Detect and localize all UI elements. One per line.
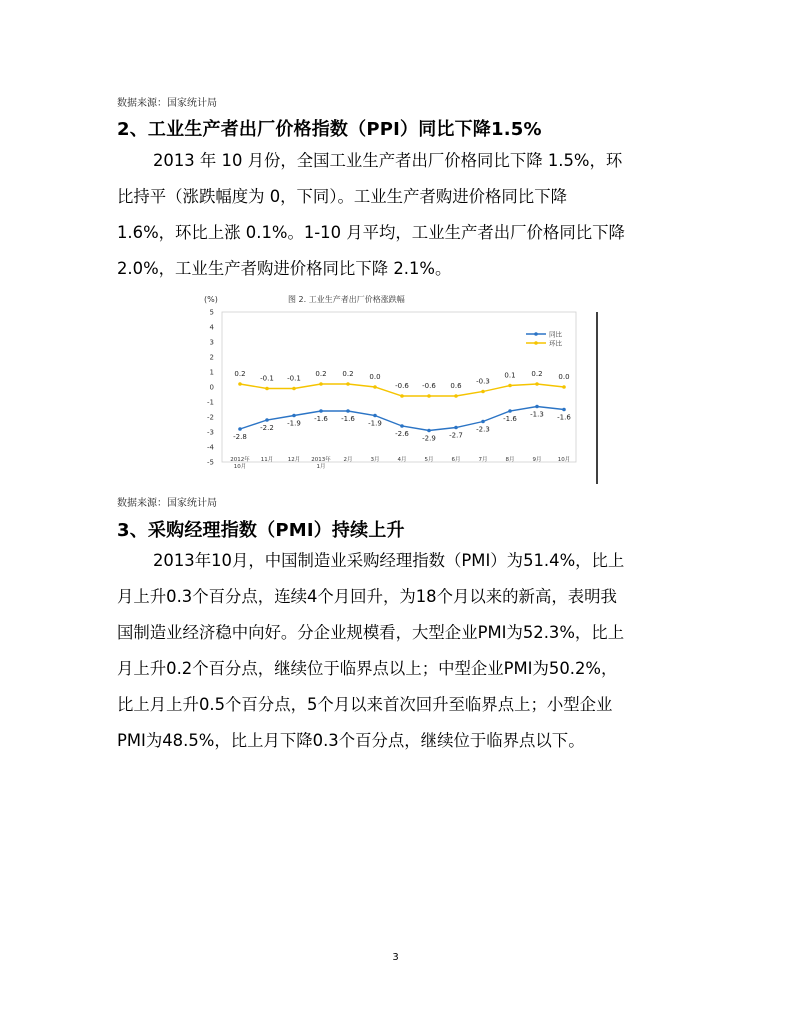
data-point (562, 385, 566, 389)
data-point (400, 394, 404, 398)
y-tick-label: 1 (209, 368, 214, 377)
paragraph-line: 国制造业经济稳中向好。分企业规模看，大型企业PMI为52.3%，比上 (117, 623, 625, 642)
chart-legend (526, 330, 563, 348)
x-tick-label: 9月 (532, 457, 542, 463)
data-point (481, 390, 485, 394)
x-axis (230, 455, 570, 470)
paragraph-line: 2013年10月，中国制造业采购经理指数（PMI）为51.4%，比上 (153, 551, 625, 570)
data-point (238, 427, 242, 431)
x-tick-label: 7月 (478, 457, 488, 463)
data-point (292, 387, 296, 391)
paragraph-line: 比持平（涨跌幅度为 0，下同）。工业生产者购进价格同比下降 (117, 187, 567, 206)
section-3-heading: 3、采购经理指数（PMI）持续上升 (117, 520, 405, 541)
data-label: -0.1 (287, 374, 301, 383)
data-label: -1.9 (368, 419, 382, 428)
data-label: -1.9 (287, 419, 301, 428)
data-label: -0.1 (260, 374, 274, 383)
data-point (535, 382, 539, 386)
data-point (346, 382, 350, 386)
x-tick-label: 3月 (370, 457, 380, 463)
legend-label: 同比 (549, 330, 562, 339)
data-point (508, 409, 512, 413)
data-label: -2.6 (395, 430, 409, 438)
data-label: -0.6 (422, 382, 436, 390)
y-tick-label: 4 (209, 323, 214, 332)
legend-label: 环比 (549, 339, 562, 348)
x-tick-label: 12月 (287, 457, 301, 463)
y-axis (207, 309, 215, 467)
data-point (238, 382, 242, 386)
data-source-note: 数据来源：国家统计局 (117, 498, 217, 509)
data-point (319, 409, 323, 413)
x-tick-label: 10月 (557, 457, 571, 463)
section-3-paragraph (117, 543, 682, 759)
paragraph-line: 1.6%，环比上涨 0.1%。1-10 月平均，工业生产者出厂价格同比下降 (117, 223, 625, 242)
section-2-paragraph (117, 143, 682, 287)
data-point (535, 405, 539, 409)
paragraph-line: 2013 年 10 月份，全国工业生产者出厂价格同比下降 1.5%，环 (153, 151, 623, 170)
x-tick-label: 2月 (343, 457, 353, 463)
paragraph-line: 月上升0.3个百分点，连续4个月回升，为18个月以来的新高，表明我 (117, 587, 617, 606)
section-2-heading: 2、工业生产者出厂价格指数（PPI）同比下降1.5% (117, 119, 542, 140)
data-point (373, 414, 377, 418)
data-label: 0.2 (531, 370, 543, 378)
chart-ylabel: (%) (204, 295, 218, 304)
data-label: -2.7 (449, 431, 463, 440)
data-point (292, 414, 296, 418)
paragraph-line: 2.0%，工业生产者购进价格同比下降 2.1%。 (117, 259, 452, 278)
data-label: -2.8 (233, 433, 247, 441)
x-tick-label: 1月 (316, 464, 326, 470)
x-tick-label: 6月 (451, 457, 461, 463)
y-tick-label: -1 (207, 398, 214, 407)
x-tick-label: 2013年 (311, 457, 331, 463)
y-tick-label: -4 (207, 443, 214, 452)
data-point (562, 408, 566, 412)
legend-swatch-marker (534, 341, 538, 345)
y-tick-label: 3 (209, 338, 214, 347)
data-label: -2.9 (422, 434, 436, 443)
y-tick-label: -2 (207, 413, 214, 422)
paragraph-line: 比上月上升0.5个百分点，5个月以来首次回升至临界点上；小型企业 (117, 695, 613, 714)
data-point (265, 418, 269, 422)
x-tick-label: 8月 (505, 457, 515, 463)
data-label: -1.6 (314, 415, 328, 423)
data-source-note: 数据来源：国家统计局 (117, 98, 217, 109)
data-label: -1.3 (530, 410, 544, 419)
data-label: 0.2 (315, 370, 327, 378)
legend-swatch-marker (534, 332, 538, 336)
y-tick-label: 5 (209, 308, 214, 317)
data-point (346, 409, 350, 413)
chart-title: 图 2. 工业生产者出厂价格涨跌幅 (288, 295, 405, 304)
y-tick-label: -5 (207, 458, 214, 467)
y-tick-label: 0 (209, 383, 214, 392)
data-point (319, 382, 323, 386)
y-tick-label: 2 (209, 353, 214, 362)
y-tick-label: -3 (207, 428, 214, 437)
x-tick-label: 11月 (260, 457, 274, 463)
data-point (400, 424, 404, 428)
data-label: 0.1 (504, 371, 516, 380)
x-tick-label: 10月 (233, 464, 247, 470)
data-point (373, 385, 377, 389)
page-number: 3 (392, 952, 399, 963)
x-tick-label: 5月 (424, 457, 434, 463)
data-label: 0.2 (234, 370, 246, 378)
paragraph-line: PMI为48.5%，比上月下降0.3个百分点，继续位于临界点以下。 (117, 731, 585, 750)
data-label: 0.6 (450, 382, 462, 390)
data-point (481, 420, 485, 424)
data-point (454, 394, 458, 398)
data-label: 0.2 (342, 370, 354, 378)
data-label: -0.6 (395, 382, 409, 390)
data-point (427, 394, 431, 398)
data-label: 0.0 (369, 373, 381, 381)
data-point (508, 384, 512, 388)
paragraph-line: 月上升0.2个百分点，继续位于临界点以上；中型企业PMI为50.2%， (117, 659, 618, 678)
data-label: -1.6 (503, 415, 517, 423)
data-label: -0.3 (476, 377, 490, 386)
ppi-chart-svg (200, 290, 600, 486)
series-layer (233, 370, 571, 443)
data-label: -2.3 (476, 425, 490, 434)
data-point (265, 387, 269, 391)
data-label: -1.6 (341, 415, 355, 423)
x-tick-label: 4月 (397, 457, 407, 463)
data-point (427, 429, 431, 433)
x-tick-label: 2012年 (230, 457, 250, 463)
data-label: 0.0 (558, 373, 570, 381)
data-label: -2.2 (260, 424, 274, 432)
ppi-chart (200, 290, 600, 486)
data-label: -1.6 (557, 413, 571, 422)
data-point (454, 426, 458, 430)
